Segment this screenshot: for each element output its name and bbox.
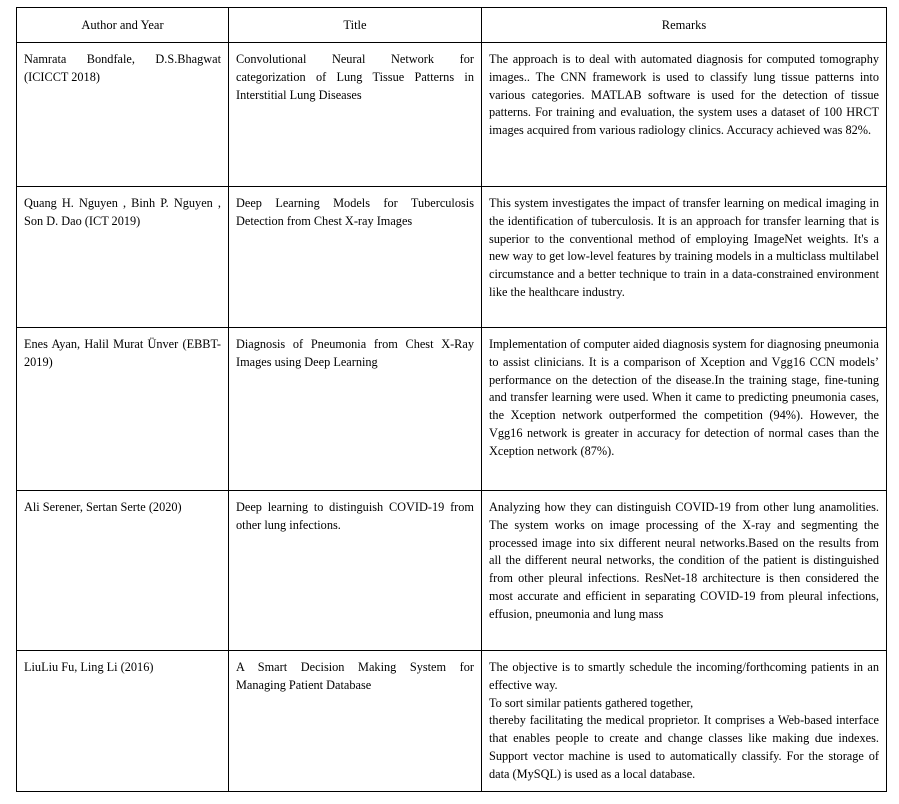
table-row xyxy=(17,651,887,792)
author-cell xyxy=(17,43,229,187)
author-cell xyxy=(17,187,229,328)
author-text: Enes Ayan, Halil Murat Ünver (EBBT-2019) xyxy=(24,337,221,369)
remarks-text xyxy=(482,651,886,784)
author-text: Namrata Bondfale, D.S.Bhagwat (ICICCT 2018) xyxy=(24,52,221,84)
title-cell xyxy=(229,651,482,792)
remarks-text: Implementation of computer aided diagnosis system for diagnosing pneumonia to assist clinicians. It is a comparison of Xception and Vgg16 CCN models’ performance on the detection of the disease.In the training stage, fine-tuning and transfer learning were used. When it came to predicting pneumonia cases, the Xception network outperformed the competition (94%). However, the Vgg16 network is greater in accuracy for detection of normal cases than the Xception network (87%). xyxy=(489,337,879,458)
header-title: Title xyxy=(229,8,482,43)
remarks-cell xyxy=(482,491,887,651)
author-cell xyxy=(17,491,229,651)
title-text: A Smart Decision Making System for Managing Patient Database xyxy=(236,660,474,692)
table-row xyxy=(17,43,887,187)
remarks-line: The objective is to smartly schedule the incoming/forthcoming patients in an effective way. xyxy=(489,660,879,692)
title-text: Diagnosis of Pneumonia from Chest X-Ray Images using Deep Learning xyxy=(236,337,474,369)
literature-review-table xyxy=(16,7,887,792)
remarks-cell xyxy=(482,43,887,187)
title-text: Deep Learning Models for Tuberculosis Detection from Chest X-ray Images xyxy=(236,196,474,228)
header-remarks: Remarks xyxy=(482,8,887,43)
remarks-text: Analyzing how they can distinguish COVID-19 from other lung anamolities. The system works on image processing of the X-ray and segmenting the processed image into six different neural networks.Based on the results from all the different neural networks, the condition of the patient is distinguished from other pleural infections. ResNet-18 architecture is then considered the most accurate and efficient in separating COVID-19 from pleural infections, effusion, pneumonia and lung mass xyxy=(489,500,879,621)
title-cell xyxy=(229,43,482,187)
remarks-text: The approach is to deal with automated diagnosis for computed tomography images.. The CNN framework is used to classify lung tissue patterns into various categories. MATLAB software is used for the detection of tissue patterns. For training and evaluation, the system uses a dataset of 100 HRCT images acquired from various radiology clinics. Accuracy achieved was 82%. xyxy=(489,52,879,138)
title-text: Convolutional Neural Network for categorization of Lung Tissue Patterns in Interstitial Lung Diseases xyxy=(236,52,474,102)
author-text: LiuLiu Fu, Ling Li (2016) xyxy=(24,660,154,674)
header-row xyxy=(17,8,887,43)
remarks-cell xyxy=(482,187,887,328)
title-text: Deep learning to distinguish COVID-19 from other lung infections. xyxy=(236,500,474,532)
remarks-cell xyxy=(482,651,887,792)
remarks-line: thereby facilitating the medical proprietor. It comprises a Web-based interface that enables people to create and change classes like making due indexes. Support vector machine is used to automatically classify. For the storage of data (MySQL) is used as a local database. xyxy=(489,713,879,781)
author-text: Quang H. Nguyen , Binh P. Nguyen , Son D. Dao (ICT 2019) xyxy=(24,196,221,228)
header-author-year: Author and Year xyxy=(17,8,229,43)
table-row xyxy=(17,491,887,651)
table-row xyxy=(17,328,887,491)
title-cell xyxy=(229,328,482,491)
title-cell xyxy=(229,187,482,328)
author-text: Ali Serener, Sertan Serte (2020) xyxy=(24,500,182,514)
remarks-cell xyxy=(482,328,887,491)
remarks-text: This system investigates the impact of transfer learning on medical imaging in the identification of tuberculosis. It is an approach for transfer learning that is superior to the conventional method of employing ImageNet weights. It's a new way to get low-level features by training models in a multiclass multilabel circumstance and a better technique to train in a data-constrained environment like the healthcare industry. xyxy=(489,196,879,299)
remarks-line: To sort similar patients gathered together, xyxy=(489,695,694,710)
title-cell xyxy=(229,491,482,651)
author-cell xyxy=(17,328,229,491)
author-cell xyxy=(17,651,229,792)
table-row xyxy=(17,187,887,328)
